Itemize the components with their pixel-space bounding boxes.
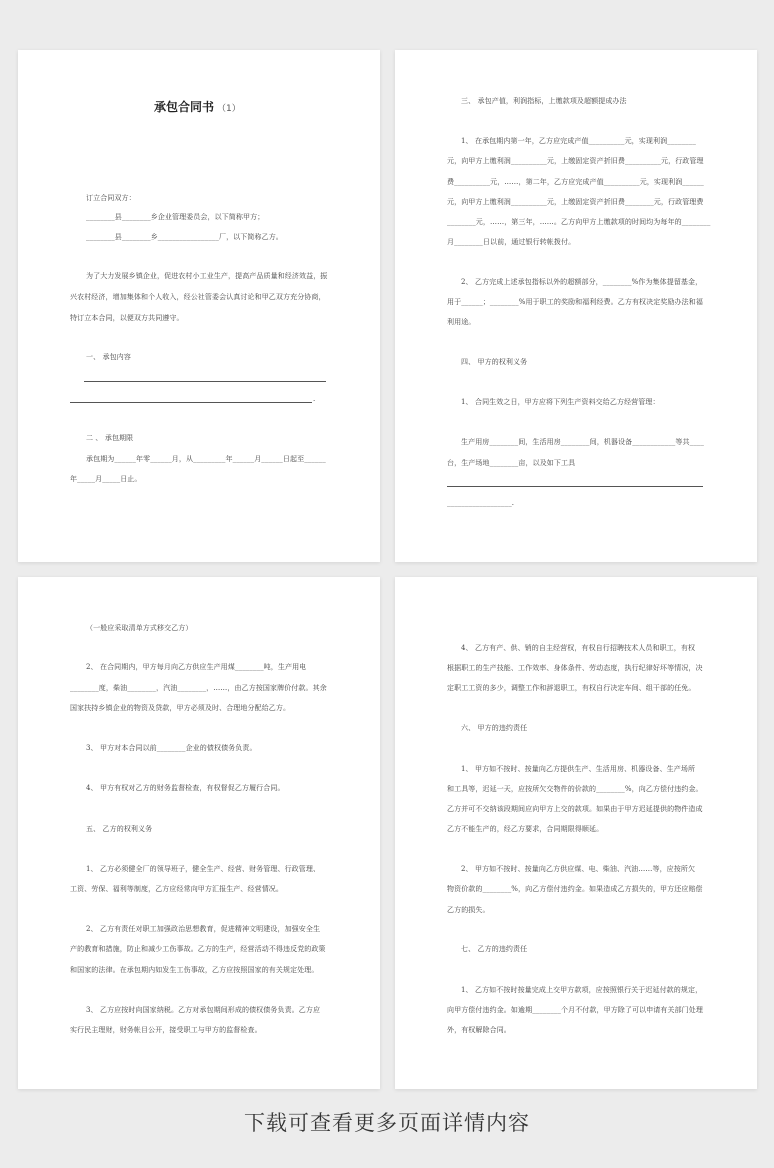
text-line: . [313,395,316,403]
text-line: 3、 甲方对本合同以前________企业的债权债务负责。 [86,744,257,752]
text-line: 向甲方偿付违约金。如逾期________个月不付款，甲方除了可以申请有关部门处理 [447,1006,703,1014]
text-line: 1、 乙方必须健全厂的领导班子，健全生产、经营、财务管理、行政管理、 [86,865,321,873]
document-page-4 [395,577,757,1089]
text-line: 承包期为______年零______月，从_________年______月______日起至______ [86,455,326,463]
text-line: 1、 合同生效之日，甲方应将下列生产资料交给乙方经营管理： [461,398,660,406]
section-heading: 五、 乙方的权利义务 [86,825,153,833]
text-line: 台，生产场地________亩，以及如下工具 [447,459,576,467]
text-line: 根据职工的生产技能、工作效率、身体条件、劳动态度，执行纪律好坏等情况，决 [447,664,703,672]
section-heading: 六、 甲方的违约责任 [461,724,528,732]
text-line: 月________日以前，通过银行转帐拨付。 [447,238,576,246]
blank-line [447,486,703,487]
text-line: 乙方并可不交纳该段期间应向甲方上交的款项。如果由于甲方迟延提供的物件造成 [447,805,703,813]
text-line: 订立合同双方： [86,194,136,202]
text-line: ________县________乡企业管理委员会，以下简称甲方； [86,213,265,221]
text-line: 元，向甲方上缴利润__________元，上缴固定资产折旧费________元，行政管理费 [447,198,704,206]
text-line: 国家扶持乡镇企业的物资及贷款，甲方必须及时、合理地分配给乙方。 [70,704,291,712]
document-page-1 [18,50,380,562]
section-heading: 四、 甲方的权利义务 [461,358,528,366]
text-line: 3、 乙方应按时向国家纳税。乙方对承包期间形成的债权债务负责。乙方应 [86,1006,321,1014]
blank-line [84,381,326,382]
text-line: 费__________元，……，第二年，乙方应完成产值__________元，实现利润______ [447,178,704,186]
text-line: 乙方不能生产的，经乙方要求，合同期限得顺延。 [447,825,604,833]
text-line: ________度，柴油________，汽油________，……，由乙方按国家牌价付款。其余 [70,684,327,692]
title-number: （1） [217,104,241,114]
document-page-3 [18,577,380,1089]
title-text: 承包合同书 [154,100,215,114]
section-heading: 一、 承包内容 [86,353,131,361]
text-line: 乙方的损失。 [447,906,490,914]
section-heading: 七、 乙方的违约责任 [461,945,528,953]
text-line: 4、 甲方有权对乙方的财务监督检查，有权督促乙方履行合同。 [86,784,285,792]
text-line: 定职工工资的多少，调整工作和辞退职工，有权自行决定车间、组干部的任免。 [447,684,696,692]
text-line: 工资、劳保、福利等制度，乙方应经常向甲方汇报生产、经营情况。 [70,885,283,893]
text-line: 产的教育和措施，防止和减少工伤事故。乙方的生产，经营活动不得违反党的政策 [70,945,326,953]
text-line: 1、 甲方如不按时、按量向乙方提供生产、生活用房、机器设备、生产场所 [461,765,696,773]
text-line: 2、 甲方如不按时、按量向乙方供应煤、电、柴油、汽油……等，应按所欠 [461,865,696,873]
text-line: 2、 乙方有责任对职工加强政治思想教育，促进精神文明建设，加强安全生 [86,925,321,933]
text-line: 生产用房________间，生活用房________间，机器设备____________等共____ [461,438,704,446]
text-line: 2、 在合同期内，甲方每月向乙方供应生产用煤________吨，生产用电 [86,663,307,671]
text-line: 利用途。 [447,318,476,326]
text-line: 1、 乙方如不按时按量完成上交甲方款项，应按照银行关于迟延付款的规定， [461,986,703,994]
text-line: 4、 乙方有产、供、销的自主经营权，有权自行招聘技术人员和职工，有权 [461,644,696,652]
text-line: （一般应采取清单方式移交乙方） [86,624,193,632]
text-line: 特订立本合同，以便双方共同遵守。 [70,314,184,322]
page-title [154,98,241,115]
text-line: 年_____月_____日止。 [70,475,142,483]
section-heading: 二 、 承包期限 [86,434,134,442]
text-line: 为了大力发展乡镇企业，促进农村小工业生产，提高产品质量和经济效益，振 [86,272,328,280]
text-line: 兴农村经济，增加集体和个人收入，经公社管委会认真讨论和甲乙双方充分协商， [70,293,326,301]
text-line: 用于______；________%用于职工的奖励和福利经费。乙方有权决定奖励办法和福 [447,298,703,306]
text-line: ________元，……，第三年，……。乙方向甲方上缴款项的时间均为每年的________ [447,218,711,226]
text-line: ________县________乡_________________厂，以下简称乙方。 [86,233,283,241]
section-heading: 三、 承包产值，利润指标，上缴款项及超额提成办法 [461,97,627,105]
text-line: 物资价款的________%，向乙方偿付违约金。如果造成乙方损失的，甲方还应赔偿 [447,885,703,893]
text-line: 外，有权解除合同。 [447,1026,511,1034]
text-line: 元，向甲方上缴利润__________元，上缴固定资产折旧费__________元，行政管理 [447,157,704,165]
text-line: 2、 乙方完成上述承包指标以外的超额部分，________%作为集体提留基金， [461,278,703,286]
text-line: 实行民主理财，财务帐目公开，接受职工与甲方的监督检查。 [70,1026,262,1034]
document-page-2 [395,50,757,562]
blank-line [70,402,312,403]
text-line: 1、 在承包期内第一年，乙方应完成产值__________元，实现利润________ [461,137,696,145]
download-more-prompt[interactable]: 下载可查看更多页面详情内容 [244,1111,530,1135]
text-line: 和国家的法律。在承包期内如发生工伤事故，乙方应按照国家的有关规定处理。 [70,966,319,974]
text-line: __________________. [447,499,515,507]
text-line: 和工具等，迟延一天，应按所欠交物件的价款的________%，向乙方偿付违约金。 [447,785,703,793]
